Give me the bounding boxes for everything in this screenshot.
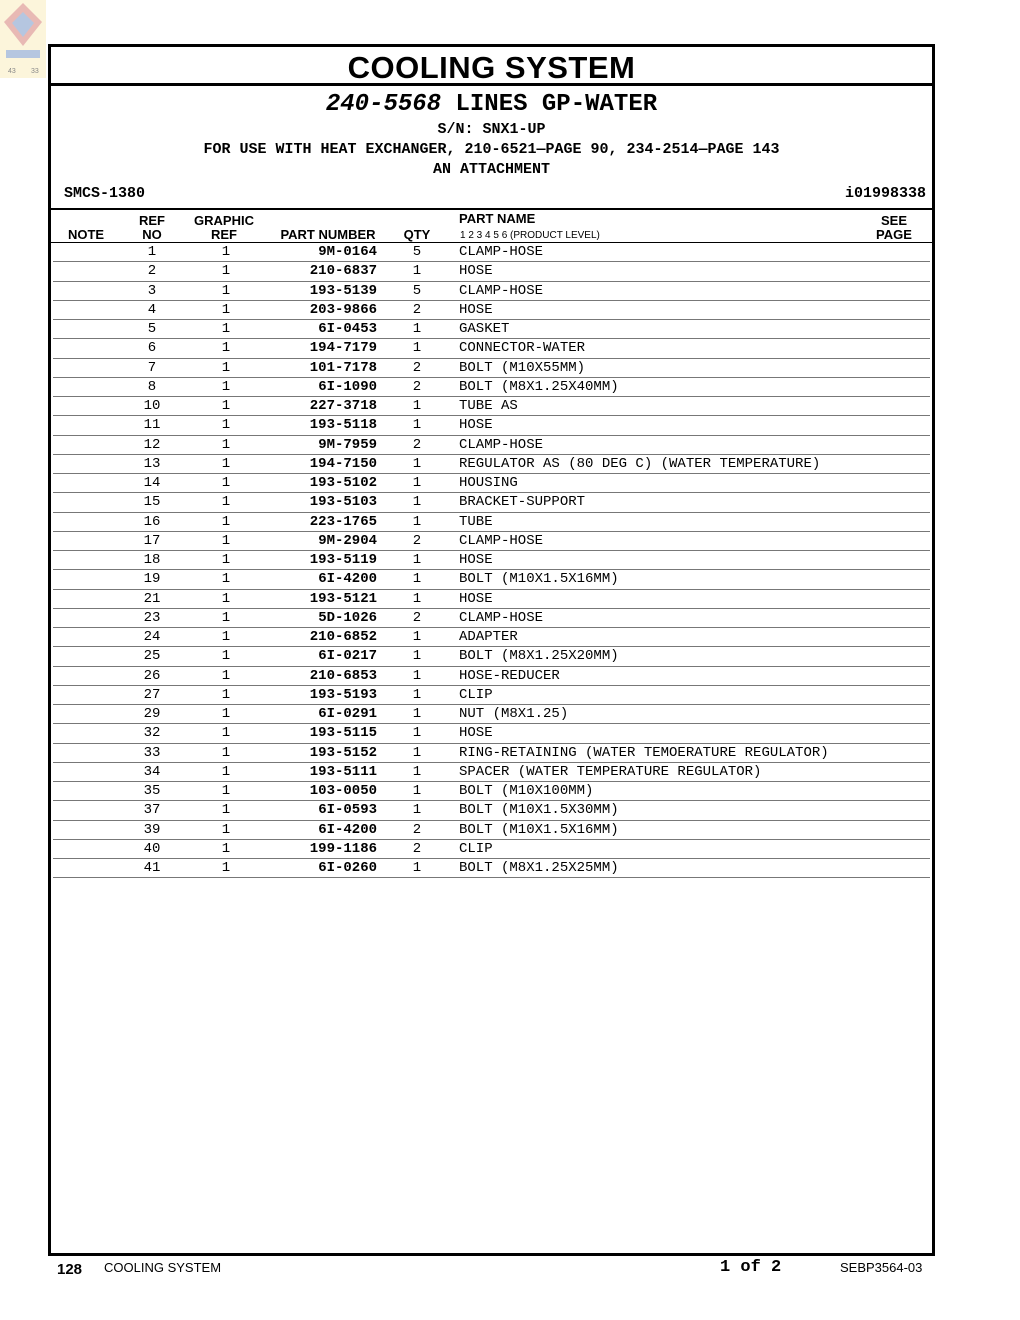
- part-name: BOLT (M8X1.25X40MM): [459, 378, 619, 395]
- part-number: 193-5193: [309, 686, 377, 703]
- table-row: [53, 320, 930, 339]
- table-row: [53, 821, 930, 840]
- col-qty: QTY: [403, 227, 431, 242]
- graphic-ref: 1: [221, 340, 231, 357]
- graphic-ref: 1: [221, 763, 231, 780]
- ref-no: 17: [143, 532, 161, 549]
- part-name: HOSE: [459, 417, 493, 434]
- part-number: 223-1765: [309, 513, 377, 530]
- quantity: 1: [412, 398, 422, 414]
- graphic-ref: 1: [221, 436, 231, 453]
- smcs-code: SMCS-1380: [64, 185, 146, 202]
- part-name: HOSE: [459, 725, 493, 742]
- ref-no: 23: [143, 609, 161, 626]
- quantity: 2: [412, 359, 422, 376]
- quantity: 1: [412, 494, 422, 511]
- graphic-ref: 1: [221, 629, 231, 645]
- table-row: [53, 436, 930, 455]
- table-row: [53, 705, 930, 724]
- part-number: 6I-1090: [318, 378, 377, 395]
- quantity: 1: [412, 552, 422, 568]
- quantity: 1: [412, 321, 422, 337]
- part-number: 193-5121: [309, 590, 377, 607]
- logo-right-number: 33: [31, 68, 39, 75]
- part-name: HOUSING: [459, 475, 518, 491]
- group-number: 240-5568: [325, 91, 442, 118]
- quantity: 2: [412, 378, 422, 395]
- part-number: 210-6852: [309, 629, 377, 645]
- part-number: 9M-2904: [318, 532, 377, 549]
- quantity: 2: [412, 301, 422, 318]
- part-name: BOLT (M10X1.5X30MM): [459, 802, 619, 819]
- graphic-ref: 1: [221, 783, 231, 799]
- graphic-ref: 1: [221, 686, 231, 703]
- part-number: 194-7150: [309, 455, 377, 472]
- table-row: [53, 667, 930, 686]
- part-name: SPACER (WATER TEMPERATURE REGULATOR): [459, 763, 762, 780]
- part-number: 9M-7959: [318, 436, 377, 453]
- graphic-ref: 1: [221, 359, 231, 376]
- part-name: BOLT (M10X100MM): [459, 783, 594, 799]
- graphic-ref: 1: [221, 321, 231, 337]
- part-number: 9M-0164: [318, 244, 377, 260]
- part-name: CLAMP-HOSE: [459, 282, 544, 299]
- quantity: 1: [412, 686, 422, 703]
- part-number: 193-5115: [309, 725, 377, 742]
- table-row: [53, 590, 930, 609]
- part-name: RING-RETAINING (WATER TEMOERATURE REGULATOR): [459, 744, 829, 761]
- quantity: 1: [412, 571, 422, 588]
- table-row: [53, 744, 930, 763]
- part-number: 194-7179: [309, 340, 377, 357]
- ref-no: 25: [143, 648, 161, 665]
- ref-no: 35: [143, 783, 161, 799]
- document-id: SEBP3564-03: [840, 1260, 923, 1275]
- product-level-scale: 1 2 3 4 5 6 (PRODUCT LEVEL): [460, 230, 600, 241]
- quantity: 1: [412, 590, 422, 607]
- ref-no: 13: [143, 455, 161, 472]
- for-use-note: FOR USE WITH HEAT EXCHANGER, 210-6521—PAGE 90, 234-2514—PAGE 143: [203, 141, 780, 158]
- footer-section: COOLING SYSTEM: [104, 1260, 222, 1275]
- part-number: 6I-0453: [318, 321, 377, 337]
- col-part-name: PART NAME: [459, 211, 536, 226]
- ref-no: 12: [143, 436, 161, 453]
- col-ref-no-line2: NO: [142, 227, 162, 242]
- table-row: [53, 339, 930, 358]
- table-row: [53, 859, 930, 878]
- table-row: [53, 378, 930, 397]
- graphic-ref: 1: [221, 802, 231, 819]
- table-row: [53, 686, 930, 705]
- part-number: 6I-4200: [318, 571, 377, 588]
- col-graphic-ref-line1: GRAPHIC: [194, 213, 254, 228]
- graphic-ref: 1: [221, 282, 231, 299]
- graphic-ref: 1: [221, 513, 231, 530]
- quantity: 1: [412, 340, 422, 357]
- graphic-ref: 1: [221, 590, 231, 607]
- part-number: 210-6853: [309, 667, 377, 684]
- col-note: NOTE: [67, 227, 105, 242]
- graphic-ref: 1: [221, 571, 231, 588]
- part-name: REGULATOR AS (80 DEG C) (WATER TEMPERATURE): [459, 455, 821, 472]
- group-title: [51, 91, 932, 118]
- quantity: 1: [412, 455, 422, 472]
- part-number: 193-5152: [309, 744, 377, 761]
- table-row: [53, 609, 930, 628]
- ref-no: 24: [143, 629, 161, 645]
- table-row: [53, 243, 930, 262]
- graphic-ref: 1: [221, 667, 231, 684]
- part-name: HOSE: [459, 552, 493, 568]
- table-row: [53, 801, 930, 820]
- graphic-ref: 1: [221, 494, 231, 511]
- ref-no: 3: [147, 282, 157, 299]
- part-number: 193-5103: [309, 494, 377, 511]
- part-name: BOLT (M10X1.5X16MM): [459, 821, 619, 838]
- part-name: HOSE: [459, 301, 493, 318]
- section-title: COOLING SYSTEM: [51, 47, 932, 86]
- part-name: BRACKET-SUPPORT: [459, 494, 586, 511]
- part-number: 193-5118: [309, 417, 377, 434]
- ref-no: 14: [143, 475, 161, 491]
- quantity: 5: [412, 282, 422, 299]
- part-name: CLAMP-HOSE: [459, 436, 544, 453]
- part-name: CONNECTOR-WATER: [459, 340, 586, 357]
- quantity: 1: [412, 744, 422, 761]
- part-number: 227-3718: [309, 398, 377, 414]
- graphic-ref: 1: [221, 417, 231, 434]
- ref-no: 27: [143, 686, 161, 703]
- header-divider: [51, 208, 932, 210]
- group-name: LINES GP-WATER: [455, 91, 658, 118]
- part-name: CLAMP-HOSE: [459, 609, 544, 626]
- ref-no: 37: [143, 802, 161, 819]
- col-part-number: PART NUMBER: [280, 227, 376, 242]
- part-name: HOSE: [459, 263, 493, 280]
- ref-no: 4: [147, 301, 157, 318]
- quantity: 1: [412, 802, 422, 819]
- part-number: 199-1186: [309, 840, 377, 857]
- part-number: 103-0050: [309, 783, 377, 799]
- part-name: CLIP: [459, 686, 493, 703]
- graphic-ref: 1: [221, 475, 231, 491]
- part-number: 193-5119: [309, 552, 377, 568]
- graphic-ref: 1: [221, 378, 231, 395]
- ref-no: 16: [143, 513, 161, 530]
- part-name: NUT (M8X1.25): [459, 706, 569, 722]
- table-row: [53, 262, 930, 281]
- graphic-ref: 1: [221, 648, 231, 665]
- graphic-ref: 1: [221, 725, 231, 742]
- ref-no: 34: [143, 763, 161, 780]
- part-name: HOSE: [459, 590, 493, 607]
- ref-no: 11: [143, 417, 161, 434]
- quantity: 1: [412, 648, 422, 665]
- quantity: 1: [412, 667, 422, 684]
- part-number: 6I-0291: [318, 706, 377, 722]
- part-number: 101-7178: [309, 359, 377, 376]
- ref-no: 21: [143, 590, 161, 607]
- part-number: 6I-0217: [318, 648, 377, 665]
- part-name: CLAMP-HOSE: [459, 244, 544, 260]
- quantity: 2: [412, 840, 422, 857]
- table-row: [53, 532, 930, 551]
- ref-no: 19: [143, 571, 161, 588]
- quantity: 1: [412, 860, 422, 876]
- part-number: 6I-0593: [318, 802, 377, 819]
- ref-no: 18: [143, 552, 161, 568]
- table-row: [53, 782, 930, 801]
- graphic-ref: 1: [221, 609, 231, 626]
- quantity: 1: [412, 763, 422, 780]
- ref-no: 33: [143, 744, 161, 761]
- graphic-ref: 1: [221, 244, 231, 260]
- parts-page-frame: [48, 44, 935, 1256]
- ref-no: 1: [147, 244, 157, 260]
- quantity: 1: [412, 725, 422, 742]
- part-number: 210-6837: [309, 263, 377, 280]
- part-name: BOLT (M10X1.5X16MM): [459, 571, 619, 588]
- attachment-note: AN ATTACHMENT: [432, 161, 551, 178]
- logo: [0, 0, 46, 78]
- part-name: GASKET: [459, 321, 510, 337]
- part-number: 5D-1026: [318, 609, 377, 626]
- graphic-ref: 1: [221, 532, 231, 549]
- graphic-ref: 1: [221, 301, 231, 318]
- graphic-ref: 1: [221, 840, 231, 857]
- table-row: [53, 416, 930, 435]
- quantity: 1: [412, 629, 422, 645]
- part-number: 193-5102: [309, 475, 377, 491]
- table-row: [53, 763, 930, 782]
- graphic-ref: 1: [221, 821, 231, 838]
- quantity: 2: [412, 609, 422, 626]
- table-row: [53, 570, 930, 589]
- ref-no: 8: [147, 378, 157, 395]
- table-row: [53, 493, 930, 512]
- ref-no: 10: [143, 398, 161, 414]
- graphic-ref: 1: [221, 398, 231, 414]
- part-name: ADAPTER: [459, 629, 518, 645]
- serial-number: S/N: SNX1-UP: [437, 121, 546, 138]
- parts-list: [53, 243, 930, 878]
- part-name: BOLT (M10X55MM): [459, 359, 586, 376]
- ref-no: 40: [143, 840, 161, 857]
- part-name: CLIP: [459, 840, 493, 857]
- table-row: [53, 840, 930, 859]
- logo-left-number: 43: [8, 68, 16, 75]
- col-see-page-line1: SEE: [880, 213, 907, 228]
- graphic-ref: 1: [221, 860, 231, 876]
- ref-no: 15: [143, 494, 161, 511]
- table-row: [53, 628, 930, 647]
- table-row: [53, 474, 930, 493]
- table-row: [53, 359, 930, 378]
- graphic-ref: 1: [221, 706, 231, 722]
- graphic-ref: 1: [221, 744, 231, 761]
- quantity: 1: [412, 706, 422, 722]
- col-see-page-line2: PAGE: [876, 227, 912, 242]
- table-row: [53, 397, 930, 416]
- ref-no: 32: [143, 725, 161, 742]
- quantity: 2: [412, 436, 422, 453]
- quantity: 1: [412, 263, 422, 280]
- ref-no: 39: [143, 821, 161, 838]
- ref-no: 7: [147, 359, 157, 376]
- table-row: [53, 647, 930, 666]
- table-row: [53, 301, 930, 320]
- sheet-indicator: 1 of 2: [720, 1258, 782, 1277]
- part-number: 6I-4200: [318, 821, 377, 838]
- quantity: 1: [412, 475, 422, 491]
- ref-no: 2: [147, 263, 157, 280]
- graphic-ref: 1: [221, 455, 231, 472]
- part-name: TUBE AS: [459, 398, 518, 414]
- ref-no: 6: [147, 340, 157, 357]
- graphic-ref: 1: [221, 263, 231, 280]
- page-number: 128: [57, 1261, 83, 1278]
- table-row: [53, 551, 930, 570]
- part-number: 193-5111: [309, 763, 377, 780]
- quantity: 5: [412, 244, 422, 260]
- illustration-id: i01998338: [844, 185, 926, 202]
- table-row: [53, 724, 930, 743]
- graphic-ref: 1: [221, 552, 231, 568]
- quantity: 2: [412, 532, 422, 549]
- ref-no: 26: [143, 667, 161, 684]
- col-graphic-ref-line2: REF: [211, 227, 237, 242]
- part-name: CLAMP-HOSE: [459, 532, 544, 549]
- ref-no: 5: [147, 321, 157, 337]
- part-name: BOLT (M8X1.25X20MM): [459, 648, 619, 665]
- part-name: TUBE: [459, 513, 493, 530]
- part-name: BOLT (M8X1.25X25MM): [459, 860, 619, 876]
- table-row: [53, 282, 930, 301]
- ref-no: 41: [143, 860, 161, 876]
- part-number: 203-9866: [309, 301, 377, 318]
- table-row: [53, 513, 930, 532]
- part-name: HOSE-REDUCER: [459, 667, 560, 684]
- quantity: 1: [412, 783, 422, 799]
- quantity: 1: [412, 513, 422, 530]
- quantity: 2: [412, 821, 422, 838]
- part-number: 6I-0260: [318, 860, 377, 876]
- ref-no: 29: [143, 706, 161, 722]
- col-ref-no-line1: REF: [139, 213, 165, 228]
- part-number: 193-5139: [309, 282, 377, 299]
- quantity: 1: [412, 417, 422, 434]
- table-row: [53, 455, 930, 474]
